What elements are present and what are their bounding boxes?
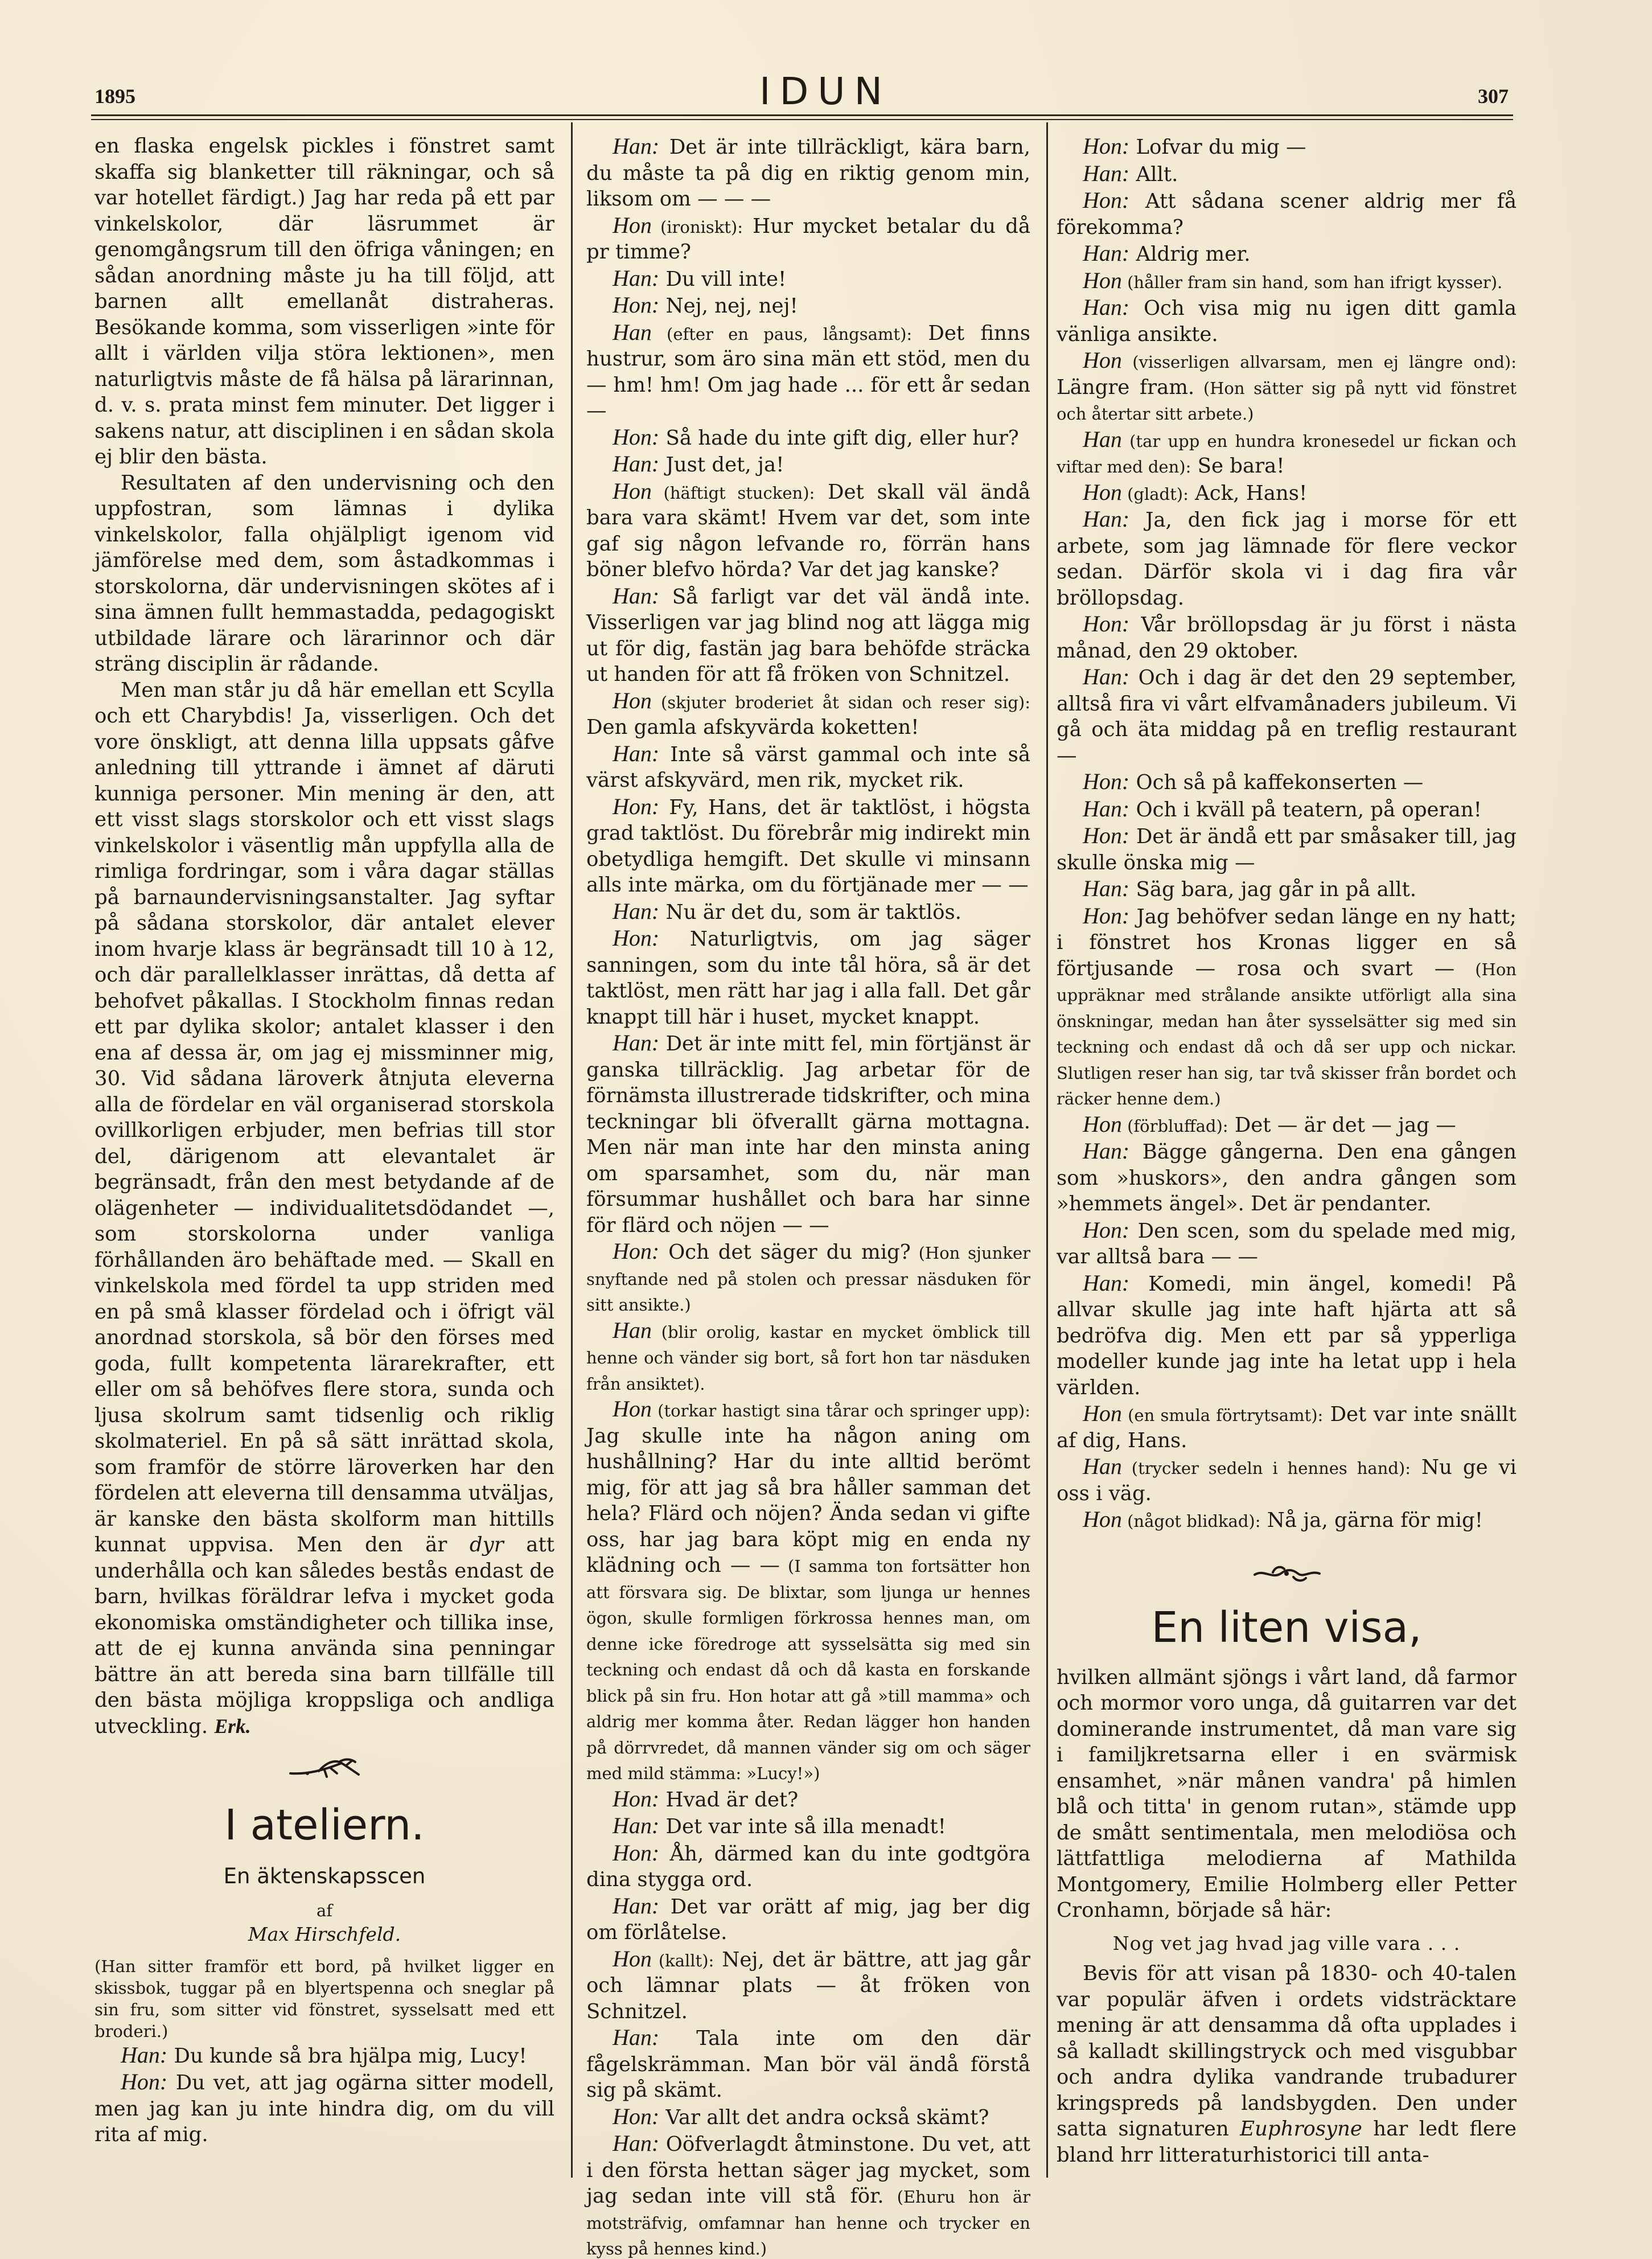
dialogue-line [586, 1786, 1030, 1813]
column-divider-2 [1046, 122, 1048, 2178]
speaker-label: Hon [1083, 1111, 1122, 1137]
dialogue-text: Och visa mig nu igen ditt gamla vänliga ansikte. [1057, 297, 1517, 346]
speaker-label: Hon [613, 212, 652, 238]
dialogue-line [94, 2042, 554, 2069]
dialogue-line [586, 292, 1030, 319]
dialogue-text: Ja, den fick jag i morse för ett arbete, som jag lämnade för flere veckor sedan. Därför skola vi i dag fira vår bröllopsdag. [1057, 508, 1517, 610]
ornament-divider [1247, 1562, 1326, 1585]
dialogue [94, 2042, 554, 2148]
dialogue-text: Det — är det — jag — [1228, 1113, 1456, 1137]
dialogue-text: Och så på kaffekonserten — [1129, 771, 1424, 794]
article-text: Bevis för att visan på 1830- och 40-talen var populär äfven i ordets vidsträcktare mening är att densamma då ofta upplades i så kalladt skillingstryck och med visgubbar och andra dylika vandrande trubadurer kringspreds på landsbygden. Den under satta signaturen [1057, 1962, 1517, 2141]
header-rule-top [91, 114, 1513, 116]
dialogue-line [1057, 769, 1517, 796]
dialogue-line [1057, 161, 1517, 188]
speaker-label: Hon [613, 1945, 652, 1972]
speaker-label: Hon: [1083, 611, 1130, 636]
speaker-label: Han: [1083, 1138, 1130, 1164]
article-signature: Erk. [214, 1714, 251, 1738]
column-divider-1 [571, 122, 573, 2178]
speaker-label: Han [613, 1317, 652, 1343]
dialogue-text: Just det, ja! [659, 453, 784, 477]
speaker-label: Han: [613, 2024, 660, 2050]
dialogue-text: Så farligt var det väl ändå inte. Visserligen var jag blind nog att lägga mig ut för dig, fastän jag bara behöfde sträcka ut handen för att få fröken von Schnitzel. [586, 585, 1030, 686]
article-text: att underhålla och kan således bestås endast de barn, hvilkas föräldrar lefva i mycket goda ekonomiska omständigheter och tillika inse, att de ej kunna använda sina penningar bättre än att bereda sina barn tillfälle till den bästa möjliga kroppsliga och andliga utveckling. [94, 1533, 554, 1738]
byline-af: af [316, 1901, 333, 1920]
speaker-label: Han: [613, 451, 660, 477]
dialogue-text: Och i dag är det den 29 september, alltså fira vi vårt elfvamånaders jubileum. Vi gå och äta middag på en treflig restaurant — [1057, 666, 1517, 767]
speaker-label: Han: [1083, 506, 1130, 532]
speaker-label: Hon: [613, 424, 660, 450]
dialogue-text: Fy, Hans, det är taktlöst, i högsta grad taktlöst. Du förebrår mig indirekt min obetydliga hemgift. Det skulle vi minsann alls inte märka, om du förtjänade mer — — [586, 795, 1030, 897]
dialogue-text: Du kunde så bra hjälpa mig, Lucy! [167, 2044, 527, 2068]
dialogue-text: Allt. [1129, 162, 1178, 186]
dialogue-line [586, 2104, 1030, 2131]
dialogue-text: Naturligtvis, om jag säger sanningen, som du inte tål höra, så är det taktlöst, men rätt har jag i alla fall. Det går knappt till här i huset, mycket knappt. [586, 927, 1030, 1029]
dialogue-line [1057, 1217, 1517, 1270]
stage-direction: (ironiskt): [651, 217, 743, 237]
stage-direction: (tar upp en hundra kronesedel ur fickan och viftar med den): [1057, 431, 1517, 477]
dialogue-line [1057, 347, 1517, 426]
speaker-label: Han: [613, 133, 660, 159]
stage-direction: (blir orolig, kastar en mycket ömblick till henne och vänder sig bort, så fort hon tar näsduken från ansiktet). [586, 1322, 1030, 1394]
speaker-label: Hon: [1083, 769, 1130, 794]
dialogue-line [1057, 479, 1517, 507]
article-text: har ledt flere bland hrr litteraturhistorici till anta- [1057, 2117, 1517, 2167]
dialogue-text: Det var inte snällt af dig, Hans. [1057, 1403, 1517, 1452]
speaker-label: Han: [121, 2042, 168, 2068]
dialogue-line [1057, 1400, 1517, 1453]
dialogue-line [1057, 664, 1517, 769]
speaker-label: Han: [613, 1030, 660, 1055]
article-paragraph: hvilken allmänt sjöngs i vårt land, då farmor och mormor voro unga, då guitarren var det dominerande instrumentet, då man vare sig i familjkretsarna eller i en svärmisk ensamhet, »när månen vandra' på himlen blå och titta' in genom rutan», stämde upp de smått sentimentala, men melodiösa och lättfattliga melodierna af Mathilda Montgomery, Emilie Holmberg eller Petter Cronhamn, började så här: [1057, 1665, 1517, 1922]
speaker-label: Hon [1083, 267, 1122, 293]
stage-direction: (något blidkad): [1121, 1512, 1261, 1531]
dialogue-line [586, 1030, 1030, 1238]
dialogue-text: Du vill inte! [659, 267, 787, 291]
dialogue-line [1057, 133, 1517, 161]
dialogue-line [586, 583, 1030, 688]
stage-direction: (Hon sjunker snyftande ned på stolen och pressar näsduken för sitt ansikte.) [586, 1243, 1030, 1315]
stage-direction: (Hon uppräknar med strålande ansikte utförligt alla sina önskningar, medan han åter sysselsätter sig med sin teckning och endast då och då ser upp och nickar. Slutligen reser han sig, tar två skisser från bordet och räcker henne dem.) [1057, 959, 1517, 1108]
dialogue-text: Hur mycket betalar du då pr timme? [586, 214, 1030, 264]
stage-direction: (Han sitter framför ett bord, på hvilket ligger en skissbok, tuggar på en blyertspenna och sneglar på sin fru, som sitter vid fönstret, sysselsatt med ett broderi.) [94, 1956, 554, 2041]
dialogue-text: Tala inte om den där fågelskrämman. Man bör väl ändå förstå sig på skämt. [586, 2027, 1030, 2102]
verse-line: Nog vet jag hvad jag ville vara . . . [1112, 1932, 1461, 1954]
speaker-label: Han: [1083, 240, 1130, 266]
speaker-label: Hon: [1083, 902, 1130, 929]
dialogue [1057, 133, 1517, 1534]
dialogue-text: Oöfverlagdt åtminstone. Du vet, att i den första hettan säger jag mycket, som jag sedan inte vill stå för. [586, 2133, 1030, 2208]
header-rule-bottom [91, 119, 1513, 120]
dialogue-line [586, 688, 1030, 741]
stage-direction: (I samma ton fortsätter hon att försvara sig. De blixtar, som ljunga ur hennes ögon, skulle formligen förkrossa hennes man, om denne icke föredroge att sysselsätta sig med sin teckning och endast då och då kasta en forskande blick på sin fru. Hon hotar att gå »till mamma» och aldrig mer komma åter. Redan lägger hon handen på dörrvredet, då mannen vänder sig om och säger med mild stämma: »Lucy!») [586, 1556, 1030, 1783]
dialogue-text: Se bara! [1191, 454, 1285, 478]
dialogue-text: Komedi, min ängel, komedi! På allvar skulle jag inte haft hjärta att så bedröfva dig. Men ett par så ypperliga modeller kunde jag inte ha letat upp i hela världen. [1057, 1272, 1517, 1399]
dialogue-line [586, 2024, 1030, 2104]
dialogue-text: Det finns hustrur, som äro sina män ett stöd, men du — hm! hm! Om jag hade ... för ett år sedan — [586, 321, 1030, 422]
dialogue-text: Det var inte så illa menadt! [659, 1815, 946, 1838]
masthead: IDUN [759, 69, 891, 113]
dialogue-text: Lofvar du mig — [1129, 135, 1306, 159]
speaker-label: Hon [1083, 1506, 1122, 1532]
dialogue-line [586, 319, 1030, 424]
speaker-label: Hon [1083, 347, 1122, 373]
dialogue-line [1057, 1453, 1517, 1506]
dialogue-line [586, 265, 1030, 293]
speaker-label: Hon: [613, 292, 660, 318]
dialogue-line [586, 1238, 1030, 1317]
dialogue-line [586, 925, 1030, 1030]
speaker-label: Hon: [613, 925, 660, 951]
speaker-label: Hon: [1083, 133, 1130, 159]
speaker-label: Han: [613, 898, 660, 924]
page-number: 307 [1478, 85, 1509, 108]
dialogue-line [586, 478, 1030, 583]
dialogue-line [586, 1840, 1030, 1893]
stage-direction: (en smula förtrytsamt): [1121, 1406, 1324, 1425]
dialogue-line [1057, 1270, 1517, 1401]
article-title: En liten visa, [1151, 1603, 1422, 1652]
speaker-label: Hon [1083, 479, 1122, 505]
dialogue-text: Det är inte mitt fel, min förtjänst är ganska tillräcklig. Jag arbetar för de förnämsta illustrerade tidskrifter, och mina teckningar bli öfverallt gärna mottagna. Men när man inte har den minsta aning om sparsamhet, som du, när man försummar hushållet och bara har sinne för flärd och nöjen — — [586, 1032, 1030, 1237]
speaker-label: Hon: [1083, 187, 1130, 213]
dialogue-line [586, 898, 1030, 926]
dialogue [586, 133, 1030, 2259]
dialogue-line [586, 1813, 1030, 1840]
speaker-label: Hon [613, 1396, 652, 1422]
speaker-label: Han: [1083, 876, 1130, 901]
dialogue-line [1057, 1138, 1517, 1217]
speaker-label: Han [1083, 1453, 1122, 1479]
column-2 [586, 133, 1030, 2259]
speaker-label: Han: [1083, 1270, 1130, 1296]
dialogue-text: Nu ge vi oss i väg. [1057, 1456, 1517, 1505]
page-year: 1895 [94, 85, 135, 108]
stage-direction: (Ehuru hon är motsträfvig, omfamnar han henne och trycker en kyss på hennes kind.) [586, 2187, 1030, 2258]
dialogue-line [586, 1317, 1030, 1397]
dialogue-text: Och i kväll på teatern, på operan! [1129, 798, 1482, 822]
dialogue-line [586, 424, 1030, 451]
speaker-label: Han: [1083, 795, 1130, 822]
dialogue-line [586, 741, 1030, 794]
stage-direction: (gladt): [1121, 484, 1189, 504]
dialogue-line [586, 451, 1030, 478]
dialogue-line [586, 2130, 1030, 2259]
stage-direction: (häftigt stucken): [651, 483, 815, 503]
speaker-label: Hon [613, 687, 652, 713]
dialogue-line [586, 1893, 1030, 1946]
speaker-label: Han [613, 319, 652, 345]
column-1 [94, 133, 554, 2148]
dialogue-line [1057, 1506, 1517, 1534]
speaker-label: Han: [613, 740, 660, 766]
article-paragraph: Resultaten af den undervisning och den uppfostran, som lämnas i dylika vinkelskolor, falla ohjälpligt igenom vid jämförelse med dem, som åstadkommas i storskolorna, där undervisningen skötes af i sina ämnen fullt hemmastadda, pedagogiskt utbildade lärare och lärarinnor och där sträng disciplin är rådande. [94, 471, 554, 676]
dialogue-line [1057, 240, 1517, 268]
speaker-label: Hon [1083, 1400, 1122, 1426]
dialogue-line [586, 1396, 1030, 1786]
speaker-label: Hon: [613, 1785, 660, 1812]
emphasis-word: dyr [469, 1533, 504, 1556]
stage-direction: (efter en paus, långsamt): [651, 324, 913, 344]
dialogue-text: Var allt det andra också skämt? [659, 2105, 989, 2129]
speaker-label: Han: [1083, 160, 1130, 186]
dialogue-line [1057, 1111, 1517, 1139]
dialogue-line [1057, 611, 1517, 664]
dialogue-text: Den gamla afskyvärda koketten! [586, 716, 919, 739]
speaker-label: Han: [613, 1813, 660, 1838]
dialogue-line [1057, 268, 1517, 295]
article-subtitle: En äktenskapsscen [223, 1864, 426, 1888]
article-author: Max Hirschfeld. [248, 1923, 401, 1945]
dialogue-text: Att sådana scener aldrig mer få förekomma? [1057, 190, 1517, 239]
dialogue-text: Säg bara, jag går in på allt. [1129, 878, 1417, 901]
dialogue-text: Åh, därmed kan du inte godtgöra dina stygga ord. [586, 1842, 1030, 1891]
dialogue-text: Och det säger du mig? [659, 1241, 911, 1264]
dialogue-line [1057, 294, 1517, 347]
speaker-label: Hon: [613, 1238, 660, 1264]
dialogue-text: Den scen, som du spelade med mig, var alltså bara — — [1057, 1219, 1517, 1268]
speaker-label: Hon: [613, 2103, 660, 2129]
dialogue-line [586, 794, 1030, 898]
dialogue-text: Det skall väl ändå bara vara skämt! Hvem var det, som inte gaf sig någon lefvande ro, förrän hans böner blefvo hörda? Var det jag kanske? [586, 480, 1030, 581]
dialogue-line [1057, 903, 1517, 1111]
dialogue-line [94, 2069, 554, 2148]
speaker-label: Han: [1083, 294, 1130, 320]
dialogue-text: Nej, det är bättre, att jag går och lämnar plats — åt fröken von Schnitzel. [586, 1948, 1030, 2023]
dialogue-line [1057, 187, 1517, 240]
stage-direction: (visserligen allvarsam, men ej längre ond): [1121, 352, 1517, 372]
speaker-label: Han: [613, 265, 660, 291]
stage-direction: (trycker sedeln i hennes hand): [1121, 1459, 1411, 1478]
speaker-label: Hon: [121, 2069, 168, 2094]
dialogue-line [586, 1946, 1030, 2025]
dialogue-text: Nej, nej, nej! [659, 294, 798, 318]
article-paragraph [94, 677, 554, 1740]
article-paragraph [1057, 1961, 1517, 2168]
dialogue-text: Det är inte tillräckligt, kära barn, du måste ta på dig en riktig genom min, liksom om — — — [586, 135, 1030, 211]
article-text: Men man står ju då här emellan ett Scylla och ett Charybdis! Ja, visserligen. Och det vore önskligt, att denna lilla uppsats gåfve anledning till yttrande i ämnet af däruti kunniga personer. Min mening är den, att ett visst slags storskolor och ett visst slags vinkelskolor i väsentlig mån uppfylla alla de rimliga fordringar, som i våra dagar ställas på barnaundervisningsanstalter. Jag syftar på sådana storskolor, där antalet elever inom hvarje klass är begränsadt till 10 à 12, och där parallelklasser inrättas, då detta af behofvet påkallas. I Stockholm finnas redan ett par dylika skolor; antalet klasser i den ena af dessa är, om jag ej missminner mig, 30. Vid sådana läroverk åtnjuta eleverna alla de fördelar en väl organiserad storskola ovillkorligen erbjuder, men befrias till stor del, därigenom att elevantalet är begränsadt, från den mest betydande af de olägenheter — individualitetsdödandet —, som storskolorna under vanliga förhållanden äro behäftade med. — Skall en vinkelskola med fördel ta upp striden med en på små klasser fördelad och i öfrigt väl anordnad storskola, så bör den förses med goda, fullt kompetenta lärarekrafter, ett eller om så behöfves flere stora, sunda och ljusa skolrum samt tidsenlig och riklig skolmateriel. En på så sätt inrättad skola, som framför de större läroverken har den fördelen att eleverna till densamma utväljas, är kanske den bästa skolform man hittills kunnat uppvisa. Men den är [94, 678, 554, 1556]
dialogue-text: Nu är det du, som är taktlös. [659, 900, 961, 924]
dialogue-text: Längre fram. [1057, 375, 1195, 399]
dialogue-text: Jag skulle inte ha någon aning om hushållning? Har du inte alltid berömt mig, för att jag så bra håller samman det hela? Flärd och nöjen? Ända sedan vi gifte oss, har jag bara köpt mig en enda ny klädning och — — [586, 1424, 1030, 1577]
speaker-label: Hon: [613, 793, 660, 819]
speaker-label: Han: [613, 1892, 660, 1919]
stage-direction: (skjuter broderiet åt sidan och reser sig): [651, 692, 1030, 712]
ornament-divider [285, 1754, 364, 1780]
speaker-label: Han: [1083, 664, 1130, 689]
stage-direction: (håller fram sin hand, som han ifrigt kysser). [1121, 272, 1503, 292]
dialogue-line [1057, 796, 1517, 823]
dialogue-text: Ack, Hans! [1188, 481, 1308, 505]
dialogue-text: Det var orätt af mig, jag ber dig om förlåtelse. [586, 1895, 1030, 1944]
speaker-label: Hon: [1083, 1217, 1130, 1243]
dialogue-text: Aldrig mer. [1129, 243, 1251, 266]
stage-direction: (torkar hastigt sina tårar och springer upp): [651, 1401, 1030, 1420]
dialogue-line [586, 133, 1030, 212]
speaker-label: Hon: [613, 1839, 660, 1866]
speaker-label: Hon [613, 478, 652, 504]
dialogue-text: Det är ändå ett par småsaker till, jag skulle önska mig — [1057, 825, 1517, 874]
speaker-label: Hon: [1083, 823, 1130, 848]
speaker-label: Han [1083, 426, 1122, 452]
dialogue-line [586, 212, 1030, 265]
dialogue-line [1057, 823, 1517, 876]
speaker-label: Han: [613, 582, 660, 609]
dialogue-line [1057, 506, 1517, 611]
dialogue-line [1057, 426, 1517, 479]
stage-direction: (kallt): [651, 1950, 714, 1970]
dialogue-text: Så hade du inte gift dig, eller hur? [659, 426, 1019, 450]
dialogue-text: Jag behöfver sedan länge en ny hatt; i fönstret hos Kronas ligger en så förtjusande — rosa och svart — [1057, 905, 1517, 980]
dialogue-text: Du vet, att jag ogärna sitter modell, men jag kan ju inte hindra dig, om du vill rita af mig. [94, 2071, 554, 2146]
column-3 [1057, 133, 1517, 2168]
signature-name: Euphrosyne [1240, 2117, 1362, 2141]
speaker-label: Han: [613, 2130, 660, 2156]
stage-direction: (Hon sätter sig på nytt vid fönstret och återtar sitt arbete.) [1057, 378, 1517, 424]
dialogue-text: Vår bröllopsdag är ju först i nästa månad, den 29 oktober. [1057, 613, 1517, 663]
stage-direction: (förbluffad): [1121, 1116, 1228, 1136]
article-paragraph: en flaska engelsk pickles i fönstret samt skaffa sig blanketter till räkningar, och så var hotellet färdigt.) Jag har reda på ett par vinkelskolor, där läsrummet är genomgångsrum till den öfriga våningen; en sådan anordning måste ju ha till följd, att barnen allt emellanåt distraheras. Besökande komma, som visserligen »inte för allt i världen vilja störa lektionen», men naturligtvis måste de få hälsa på lärarinnan, d. v. s. prata minst fem minuter. Det ligger i sakens natur, att disciplinen i en sådan skola ej blir den bästa. [94, 134, 554, 469]
dialogue-text: Hvad är det? [659, 1788, 799, 1812]
dialogue-text: Inte så värst gammal och inte så värst afskyvärd, men rik, mycket rik. [586, 742, 1030, 792]
dialogue-line [1057, 876, 1517, 903]
dialogue-text: Nå ja, gärna för mig! [1260, 1509, 1483, 1532]
dialogue-text: Bägge gångerna. Den ena gången som »huskors», den andra gången som »hemmets ängel». Det är pendanter. [1057, 1140, 1517, 1215]
article-title: I ateliern. [224, 1801, 425, 1850]
